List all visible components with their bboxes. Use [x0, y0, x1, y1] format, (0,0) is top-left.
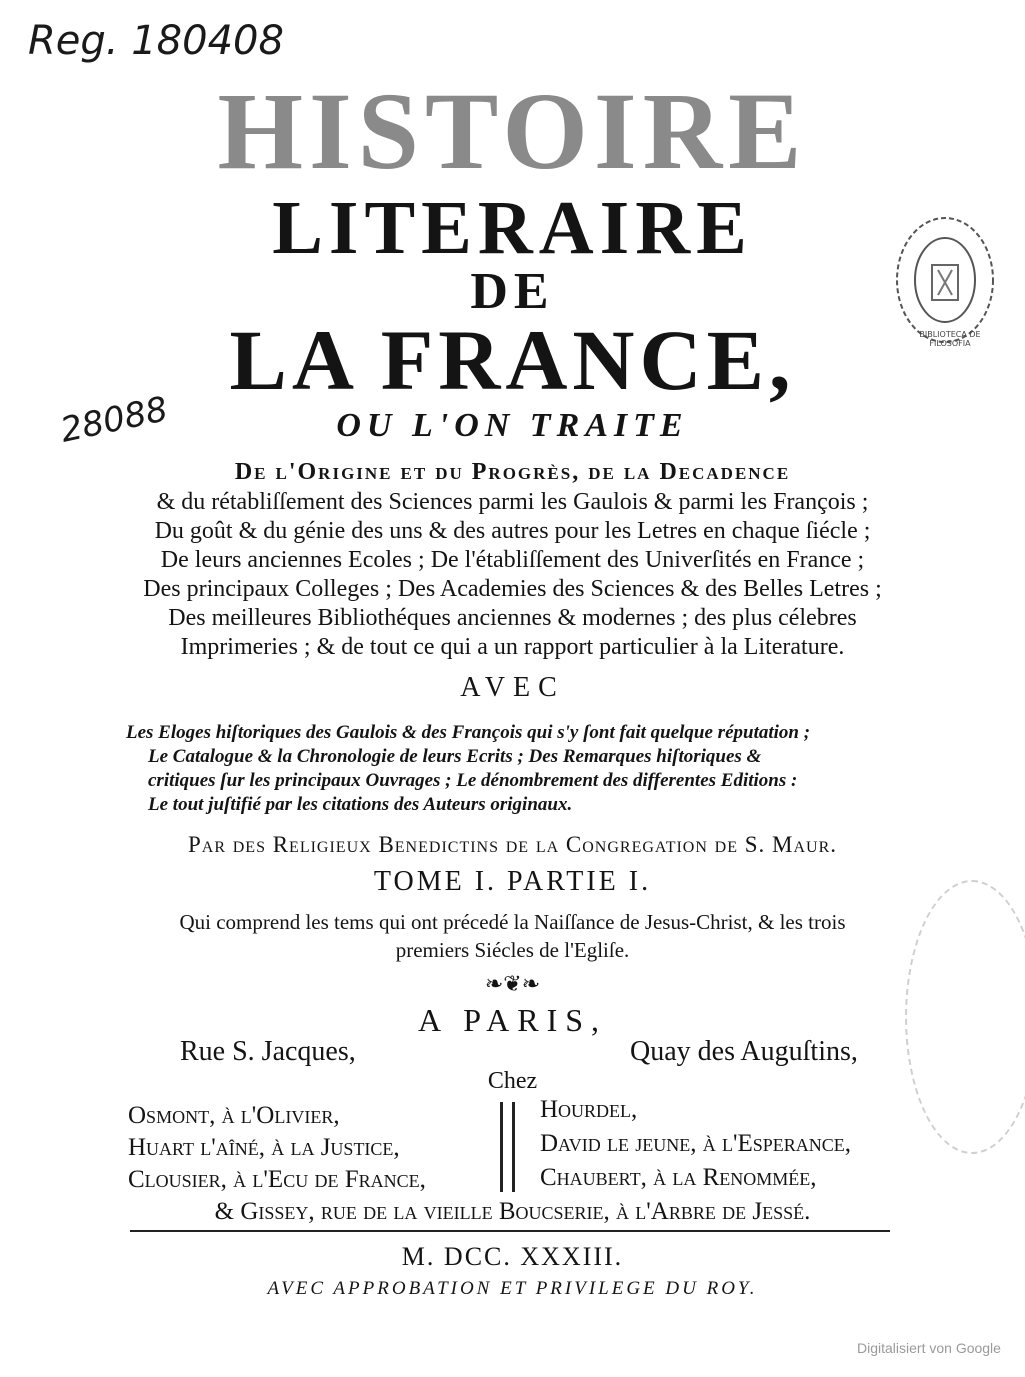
imprint-chez: Chez	[487, 1068, 538, 1094]
avec-line: Le Catalogue & la Chronologie de leurs Ecrits ; Des Remarques hiſtoriques &	[148, 746, 762, 767]
avec-line: Les Eloges hiſtoriques des Gaulois & des François qui s'y ſont fait quelque réputation ;	[126, 722, 811, 743]
imprint-street-right: Quay des Auguſtins,	[630, 1036, 858, 1067]
comprend-line: premiers Siécles de l'Egliſe.	[395, 938, 630, 962]
horizontal-rule	[130, 1230, 890, 1232]
subtitle-line: Imprimeries ; & de tout ce qui a un rapport particulier à la Literature.	[180, 634, 845, 660]
subtitle-line: Du goût & du génie des uns & des autres pour les Letres en chaque ſiécle ;	[154, 518, 871, 544]
bookseller-left: Huart l'aîné, à la Juſtice,	[128, 1134, 400, 1161]
bookseller-right: Hourdel,	[540, 1096, 638, 1123]
column-divider	[500, 1102, 503, 1192]
publication-date: M. DCC. XXXIII.	[401, 1242, 624, 1271]
bookseller-last: & Gissey, rue de la vieille Boucſerie, à l'Arbre de Jeſſé.	[214, 1198, 811, 1225]
stamp-text: BIBLIOTECA DE FILOSOFIA	[919, 330, 981, 348]
subtitle-line: & du rétabliſſement des Sciences parmi les Gaulois & parmi les François ;	[156, 489, 869, 515]
privilege-line: AVEC APPROBATION ET PRIVILEGE DU ROY.	[267, 1278, 758, 1299]
title-histoire: HISTOIRE	[217, 70, 808, 192]
title-de: DE	[470, 263, 555, 320]
imprint-street-left: Rue S. Jacques,	[180, 1036, 356, 1067]
imprint-city: A PARIS,	[417, 1002, 608, 1038]
subtitle-ou-traite: OU L'ON TRAITE	[336, 407, 689, 444]
column-divider	[512, 1102, 515, 1192]
subtitle-line: De leurs anciennes Ecoles ; De l'établiſſement des Univerſités en France ;	[160, 547, 865, 573]
bookseller-right: David le jeune, à l'Eſperance,	[540, 1130, 851, 1157]
avec-heading: AVEC	[460, 672, 565, 703]
title-la-france: LA FRANCE,	[229, 312, 796, 408]
avec-line: Le tout juſtifié par les citations des Auteurs originaux.	[148, 794, 573, 815]
google-watermark: Digitalisiert von Google	[857, 1340, 1001, 1356]
bookseller-left: Clousier, à l'Ecu de France,	[128, 1166, 426, 1193]
subtitle-line: De l'Origine et du Progrès, de la Decadence	[234, 459, 791, 485]
ornament-icon: ❧❦❧	[484, 972, 541, 997]
shelfmark-annotation: Reg. 180408	[28, 18, 284, 64]
bookseller-left: Osmont, à l'Olivier,	[128, 1102, 340, 1129]
tome-line: TOME I. PARTIE I.	[373, 866, 652, 897]
number-annotation: 28088	[57, 389, 172, 451]
subtitle-line: Des principaux Colleges ; Des Academies des Sciences & des Belles Letres ;	[143, 576, 882, 602]
authors-line: Par des Religieux Benedictins de la Congregation de S. Maur.	[187, 832, 838, 857]
title-literaire: LITERAIRE	[272, 186, 753, 270]
subtitle-line: Des meilleures Bibliothéques anciennes & modernes ; des plus célebres	[168, 605, 857, 631]
comprend-line: Qui comprend les tems qui ont précedé la Naiſſance de Jesus-Christ, & les trois	[179, 910, 846, 934]
avec-line: critiques ſur les principaux Ouvrages ; Le dénombrement des differentes Editions :	[148, 770, 798, 791]
bookseller-right: Chaubert, à la Renommée,	[540, 1164, 817, 1191]
